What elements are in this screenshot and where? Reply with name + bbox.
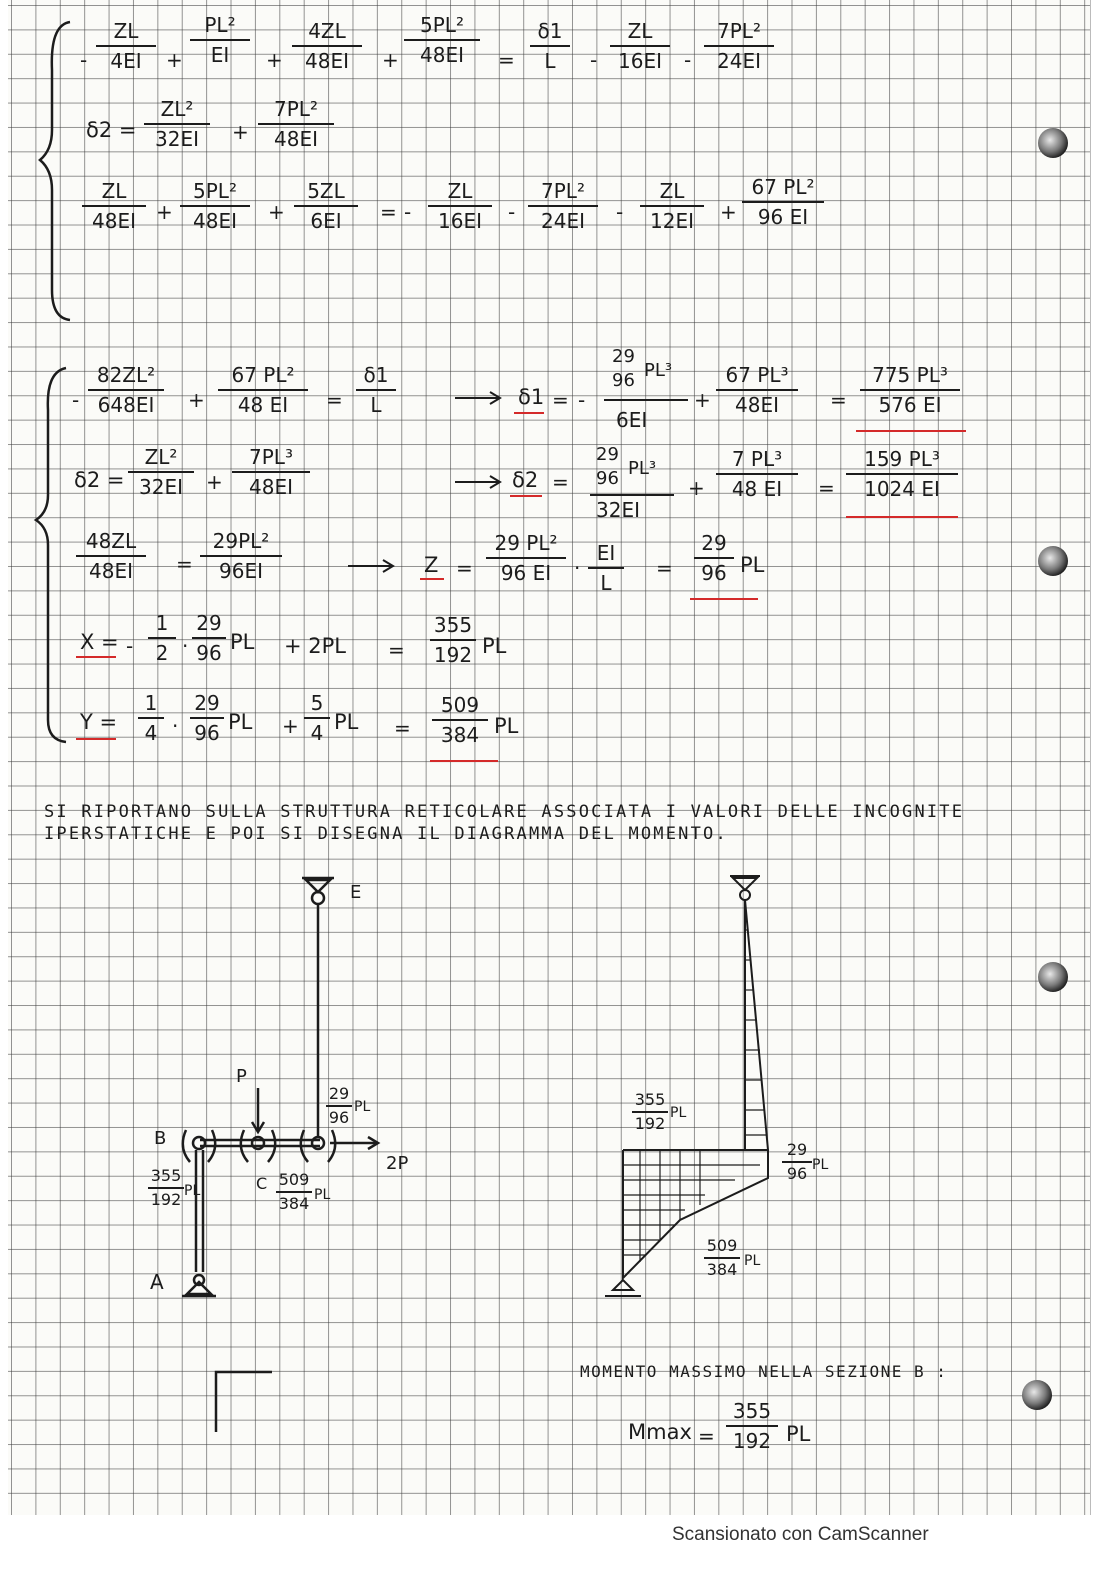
fraction-bar	[590, 494, 674, 496]
red-underline	[510, 495, 542, 497]
delta1-result-label: δ1	[518, 385, 545, 409]
red-underline	[430, 760, 498, 762]
equals-sign: =	[176, 552, 193, 576]
fraction: 29PL² 96EI	[200, 528, 282, 584]
pl-unit: PL	[230, 630, 255, 654]
equals-sign: =	[830, 388, 847, 412]
mmax-fraction: 355 192	[726, 1398, 778, 1454]
fraction: PL² EI	[190, 12, 250, 68]
label-b: B	[154, 1128, 167, 1149]
minus-sign: -	[684, 48, 692, 72]
dot-sign: ·	[574, 556, 581, 580]
moment-diagram	[605, 876, 768, 1296]
plus-sign: +	[206, 470, 223, 494]
corner-mark	[216, 1372, 272, 1432]
equals-sign: =	[818, 476, 835, 500]
pl-unit: PL	[744, 1253, 761, 1269]
delta2-result-label: δ2	[512, 468, 539, 492]
fraction: 5PL² 48EI	[180, 178, 250, 234]
fraction: EI L	[588, 540, 624, 596]
equals-sign: =	[498, 48, 515, 72]
fraction: δ1 L	[530, 18, 570, 74]
fraction: ZL² 32EI	[128, 444, 194, 500]
fraction: ZL 48EI	[82, 178, 146, 234]
equals-sign: =	[552, 388, 569, 412]
pl-unit: PL	[740, 553, 765, 577]
pl-unit: PL	[786, 1422, 811, 1446]
moment-d-fraction: 29 96	[326, 1084, 352, 1128]
label-c: C	[256, 1174, 268, 1193]
conclusion-text: MOMENTO MASSIMO NELLA SEZIONE B :	[580, 1362, 948, 1381]
fraction: 7 PL³ 48 EI	[716, 446, 798, 502]
moment-b-fraction: 355 192	[148, 1166, 184, 1210]
nested-denom: 6EI	[616, 408, 648, 432]
plus-sign: +	[268, 200, 285, 224]
minus-sign: -	[590, 48, 598, 72]
fraction: 29 96	[190, 690, 224, 746]
footer-watermark: Scansionato con CamScanner	[672, 1524, 929, 1545]
equals-sign: =	[698, 1424, 715, 1448]
result-fraction: 509 384	[432, 692, 488, 748]
pl-unit: PL	[482, 634, 507, 658]
nested-den: 96	[612, 370, 635, 391]
equals-sign: =	[456, 556, 473, 580]
text-line-1: SI RIPORTANO SULLA STRUTTURA RETICOLARE ASSOCIATA I VALORI DELLE INCOGNITE	[44, 802, 965, 822]
fraction: 4ZL 48EI	[292, 18, 362, 74]
equals-sign: =	[656, 556, 673, 580]
minus-sign: -	[508, 200, 516, 224]
pl-unit: PL	[314, 1187, 331, 1203]
fraction: 82ZL² 648EI	[88, 362, 164, 418]
diagram-top-fraction: 355 192	[632, 1090, 668, 1134]
plus-sign: +	[720, 200, 737, 224]
equals-sign: =	[380, 200, 397, 224]
result-fraction: 159 PL³ 1024 EI	[846, 446, 958, 502]
nested-denom: 32EI	[596, 498, 640, 522]
pl-unit: PL	[670, 1105, 687, 1121]
red-underline	[856, 430, 966, 432]
fraction: 7PL² 24EI	[528, 178, 598, 234]
pl-unit: PL	[494, 714, 519, 738]
fraction: 7PL³ 48EI	[232, 444, 310, 500]
label-a: A	[150, 1270, 164, 1294]
fraction: ZL 16EI	[610, 18, 670, 74]
red-underline	[420, 578, 444, 580]
equals-sign: =	[394, 716, 411, 740]
minus-sign: -	[616, 200, 624, 224]
delta2-label: δ2 =	[74, 468, 125, 492]
red-underline	[76, 738, 116, 740]
label-2p: 2P	[386, 1153, 409, 1174]
diagram-bottom-fraction: 509 384	[704, 1236, 740, 1280]
pl-unit: PL	[354, 1099, 371, 1115]
diagram-right-fraction: 29 96	[782, 1140, 812, 1184]
fraction: ZL 4EI	[96, 18, 156, 74]
label-p: P	[236, 1066, 247, 1087]
sign: -	[80, 48, 88, 72]
fraction: 5PL² 48EI	[404, 12, 480, 68]
red-underline	[846, 516, 958, 518]
text-line-2: IPERSTATICHE E POI SI DISEGNA IL DIAGRAMMA DEL MOMENTO.	[44, 824, 728, 844]
plus-sign: +	[282, 714, 299, 738]
fraction: 29 96	[192, 610, 226, 666]
fraction: δ1 L	[356, 362, 396, 418]
fraction: 7PL² 48EI	[258, 96, 334, 152]
fraction: ZL 16EI	[428, 178, 492, 234]
fraction: ZL² 32EI	[144, 96, 210, 152]
fraction: 67 PL² 48 EI	[218, 362, 308, 418]
fraction: 29 PL² 96 EI	[486, 530, 566, 586]
nested-den: 96	[596, 468, 619, 489]
dot-sign: ·	[172, 714, 179, 738]
pl-unit: PL	[334, 710, 359, 734]
mmax-label: Mmax	[628, 1420, 692, 1444]
plus-sign: +	[188, 388, 205, 412]
fraction: 67 PL² 96 EI	[742, 174, 824, 230]
y-label: Y =	[80, 710, 118, 734]
fraction: 48ZL 48EI	[76, 528, 146, 584]
plus-sign: +	[266, 48, 283, 72]
equals-sign: =	[388, 638, 405, 662]
nested-pl: PL³	[628, 458, 657, 479]
label-e: E	[350, 882, 362, 903]
pl-unit: PL	[184, 1183, 201, 1199]
minus-sign: -	[404, 200, 412, 224]
nested-num: 29	[596, 444, 619, 465]
nested-pl: PL³	[644, 360, 673, 381]
red-underline	[690, 598, 758, 600]
delta2-label: δ2 =	[86, 118, 137, 142]
minus-sign: -	[578, 388, 586, 412]
red-underline	[76, 656, 116, 658]
x-label: X =	[80, 630, 119, 654]
z-label: Z	[424, 553, 439, 577]
minus-sign: -	[72, 388, 80, 412]
plus-sign: +	[156, 200, 173, 224]
plus-sign: +	[694, 388, 711, 412]
equals-sign: =	[326, 388, 343, 412]
result-fraction: 355 192	[430, 612, 476, 668]
result-fraction: 29 96	[694, 530, 734, 586]
fraction: 5 4	[304, 690, 330, 746]
moment-c-fraction: 509 384	[276, 1170, 312, 1214]
fraction-bar	[604, 399, 688, 401]
equals-sign: =	[552, 470, 569, 494]
fraction: 5ZL 6EI	[294, 178, 358, 234]
nested-num: 29	[612, 346, 635, 367]
minus-sign: -	[126, 634, 134, 658]
plus-sign: +	[382, 48, 399, 72]
dot-sign: ·	[182, 634, 189, 658]
fraction: 7PL² 24EI	[704, 18, 774, 74]
plus-sign: +	[166, 48, 183, 72]
pl-unit: PL	[228, 710, 253, 734]
pl-unit: PL	[812, 1157, 829, 1173]
fraction: 1 2	[148, 610, 176, 666]
plus-term: + 2PL	[284, 634, 346, 658]
red-underline	[514, 412, 544, 414]
fraction: ZL 12EI	[640, 178, 704, 234]
fraction: 1 4	[138, 690, 164, 746]
plus-sign: +	[688, 476, 705, 500]
plus-sign: +	[232, 120, 249, 144]
result-fraction: 775 PL³ 576 EI	[860, 362, 960, 418]
fraction: 67 PL³ 48EI	[716, 362, 798, 418]
